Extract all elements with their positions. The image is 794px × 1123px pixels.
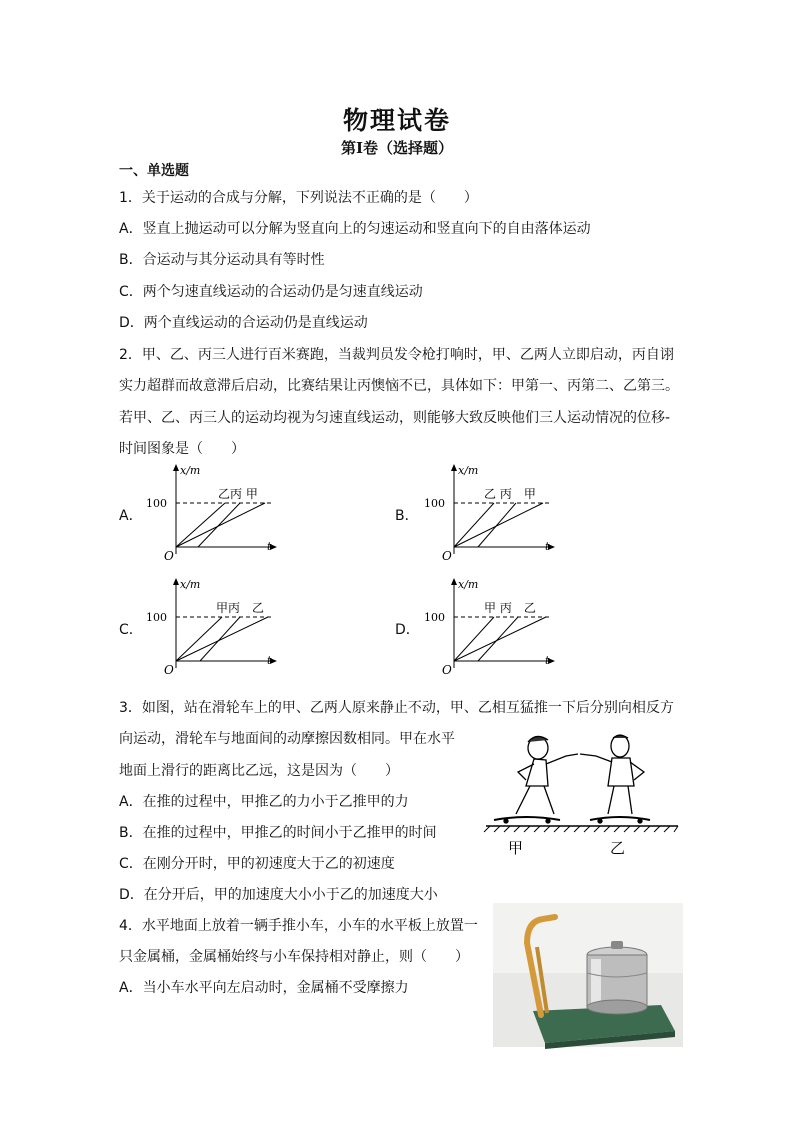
q3-stem-line-3: 地面上滑行的距离比乙远，这是因为（ ） xyxy=(119,763,399,779)
q1-option-d: D．两个直线运动的合运动仍是直线运动 xyxy=(119,315,368,331)
q4-stem-line-1: 4．水平地面上放着一辆手推小车，小车的水平板上放置一 xyxy=(119,918,478,934)
graph-a-series-labels: 乙丙 甲 xyxy=(218,487,258,501)
graph-a-tick-100: 100 xyxy=(146,497,167,510)
graph-a-x-axis-label: t xyxy=(267,540,272,553)
q1-option-b: B．合运动与其分运动具有等时性 xyxy=(119,252,325,268)
q3-option-d: D．在分开后，甲的加速度大小小于乙的加速度大小 xyxy=(119,887,438,903)
q2-stem-line-2: 实力超群而故意滞后启动，比赛结果让丙懊恼不已，具体如下：甲第一、丙第二、乙第三。 xyxy=(119,378,679,394)
graph-d-origin: O xyxy=(442,663,452,677)
graph-b-letter: B． xyxy=(395,508,419,524)
graph-c-y-axis-label: x/m xyxy=(180,578,201,591)
skater-label-jia: 甲 xyxy=(508,839,524,857)
page-title: 物理试卷 xyxy=(342,106,451,135)
graph-c-x-axis-label: t xyxy=(267,654,272,667)
graph-b-origin: O xyxy=(442,549,452,563)
q3-stem-line-2: 向运动，滑轮车与地面间的动摩擦因数相同。甲在水平 xyxy=(119,731,455,747)
graph-a-letter: A． xyxy=(119,508,143,524)
graph-b xyxy=(424,462,568,563)
graph-c-origin: O xyxy=(164,663,174,677)
graph-a xyxy=(146,462,290,563)
graph-d-series-labels: 甲 丙 乙 xyxy=(484,601,536,615)
skaters-figure xyxy=(478,728,688,858)
graph-b-x-axis-label: t xyxy=(545,540,550,553)
graph-d-y-axis-label: x/m xyxy=(458,578,479,591)
skater-label-yi: 乙 xyxy=(610,839,626,857)
q2-stem-line-4: 时间图象是（ ） xyxy=(119,441,245,457)
q3-stem-line-1: 3．如图，站在滑轮车上的甲、乙两人原来静止不动，甲、乙相互猛推一下后分别向相反方 xyxy=(119,700,674,716)
q1-option-c: C．两个匀速直线运动的合运动仍是匀速直线运动 xyxy=(119,284,423,300)
graph-d-x-axis-label: t xyxy=(545,654,550,667)
graph-b-series-labels: 乙 丙 甲 xyxy=(484,487,536,501)
cart-photo xyxy=(493,903,683,1047)
page-subtitle: 第I卷（选择题） xyxy=(340,139,454,157)
graph-a-y-axis-label: x/m xyxy=(180,464,201,477)
graph-d-tick-100: 100 xyxy=(424,611,445,624)
q1-option-a: A．竖直上抛运动可以分解为竖直向上的匀速运动和竖直向下的自由落体运动 xyxy=(119,221,591,237)
graph-c-tick-100: 100 xyxy=(146,611,167,624)
q3-option-c: C．在刚分开时，甲的初速度大于乙的初速度 xyxy=(119,856,395,872)
graph-d xyxy=(424,576,568,677)
q2-stem-line-1: 2．甲、乙、丙三人进行百米赛跑，当裁判员发令枪打响时，甲、乙两人立即启动，丙自诩 xyxy=(119,347,674,363)
q4-option-a: A．当小车水平向左启动时，金属桶不受摩擦力 xyxy=(119,980,409,996)
graph-a-origin: O xyxy=(164,549,174,563)
q2-stem-line-3: 若甲、乙、丙三人的运动均视为匀速直线运动，则能够大致反映他们三人运动情况的位移- xyxy=(119,410,671,426)
graph-c-letter: C． xyxy=(119,622,143,638)
q3-option-b: B．在推的过程中，甲推乙的时间小于乙推甲的时间 xyxy=(119,825,437,841)
section-heading: 一、单选题 xyxy=(119,163,189,179)
q3-option-a: A．在推的过程中，甲推乙的力小于乙推甲的力 xyxy=(119,794,409,810)
q1-stem: 1．关于运动的合成与分解，下列说法不正确的是（ ） xyxy=(119,190,478,206)
graph-b-y-axis-label: x/m xyxy=(458,464,479,477)
graph-c-series-labels: 甲丙 乙 xyxy=(216,601,265,615)
graph-b-tick-100: 100 xyxy=(424,497,445,510)
q4-stem-line-2: 只金属桶，金属桶始终与小车保持相对静止，则（ ） xyxy=(119,949,469,965)
graph-d-letter: D． xyxy=(395,622,420,638)
graph-c xyxy=(146,576,290,677)
